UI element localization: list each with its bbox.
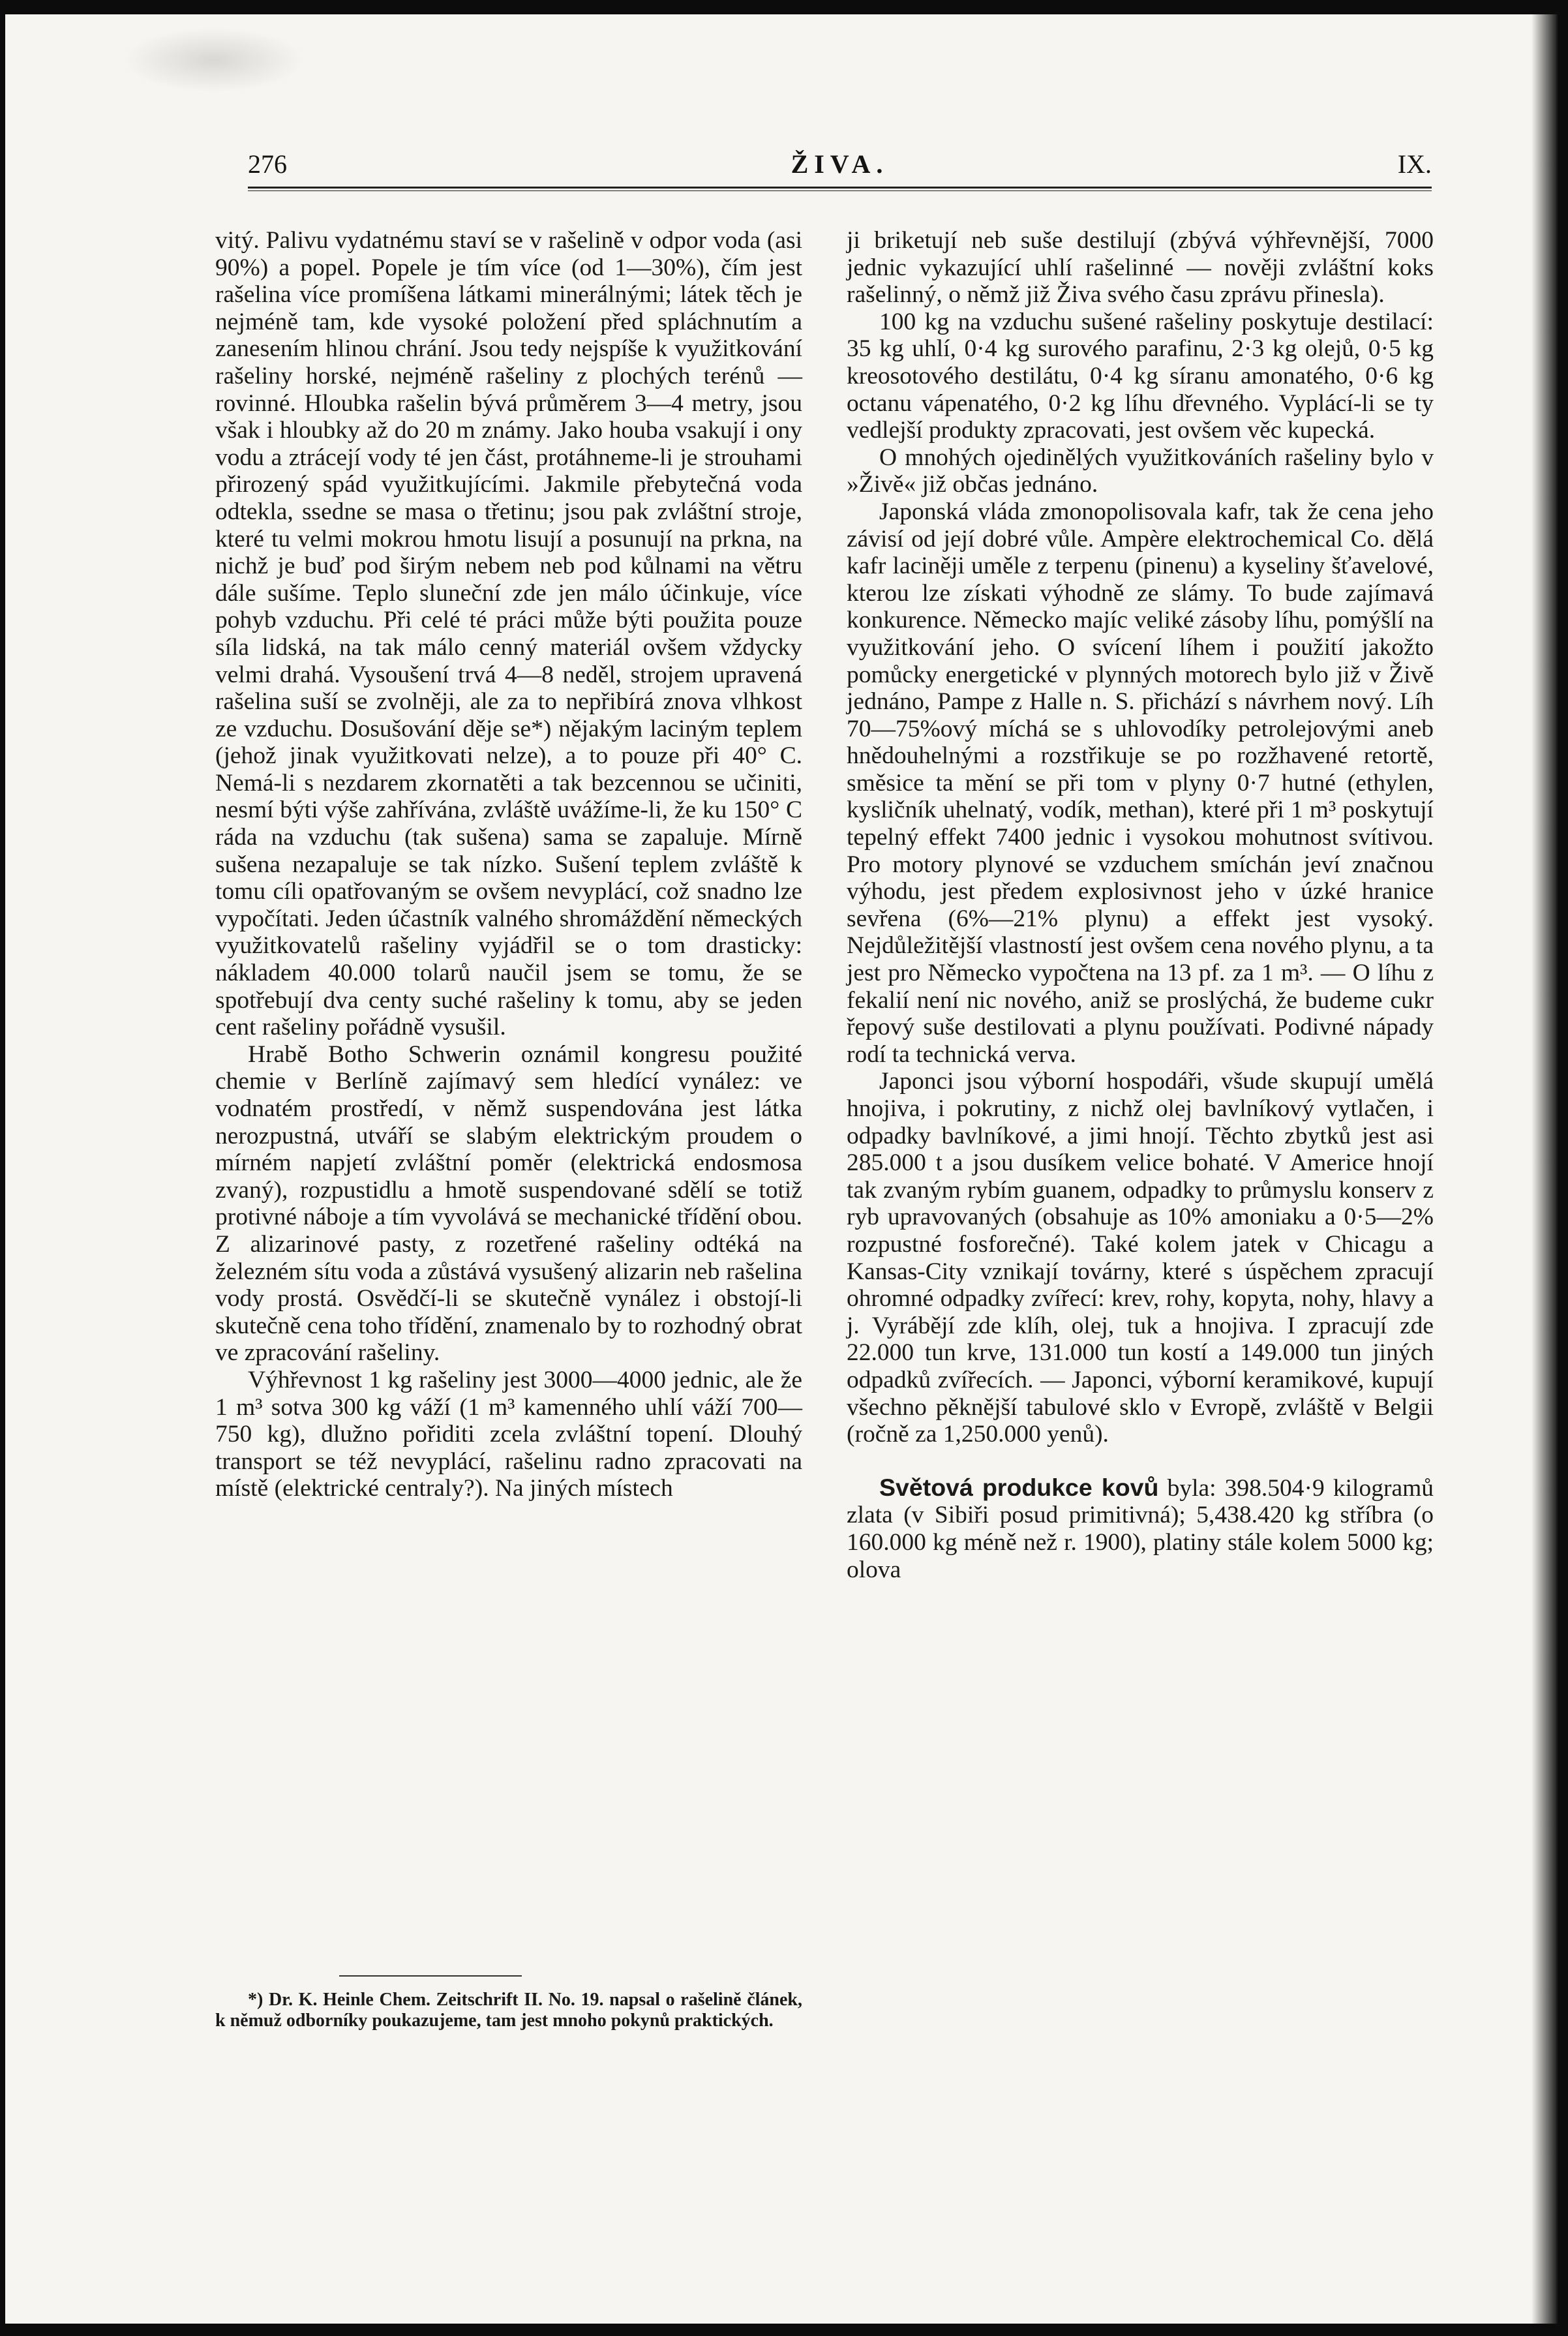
paragraph: Japonská vláda zmonopolisovala kafr, tak že cena jeho závisí od její dobré vůle. Ampère elektrochemical Co. dělá kafr laciněji uměle z terpenu (pinenu) a kyseliny šťavelové, kterou lze získati výhodně ze slámy. To bude zajímavá konkurence. Německo majíc veliké zásoby líhu, pomýšlí na využitkování jeho. O svícení líhem i použití jakožto pomůcky energetické v plynných motorech bylo již v Živě jednáno, Pampe z Halle n. S. přichází s návrhem nový. Líh 70—75%ový míchá se s uhlovodíky petrolejovými aneb hnědouhelnými a rozstřikuje se po rozžhavené retortě, směsice ta mění se při tom v plyny 0·7 hutné (ethylen, kysličník uhelnatý, vodík, methan), které při 1 m³ poskytují tepelný effekt 7400 jednic i vysokou mohutnost svítivou. Pro motory plynové se vzduchem smíchán jeví značnou výhodu, jest předem explosivnost jeho v úzké hranice sevřena (6%—21% plynu) a effekt jest vysoký. Nejdůležitější vlastností jest ovšem cena nového plynu, a ta jest pro Německo vypočtena na 13 pf. za 1 m³. — O líhu z fekalií není nic nového, aniž se proslýchá, že budeme cukr řepový suše destilovati a plynu používati. Podivné nápady rodí ta technická verva. — [847, 498, 1434, 1068]
paragraph: 100 kg na vzduchu sušené rašeliny poskytuje destilací: 35 kg uhlí, 0·4 kg surového parafinu, 2·3 kg olejů, 0·5 kg kreosotového destilátu, 0·4 kg síranu amonatého, 0·6 kg octanu vápenatého, 0·2 kg líhu dřevného. Vyplácí-li se ty vedlejší produkty zpracovati, jest ovšem věc kupecká. — [847, 308, 1434, 444]
footnote-rule — [339, 1975, 522, 1977]
section-text: byla: 398.504·9 kilogramů zlata (v Sibiři posud primitivná); 5,438.420 kg stříbra (o 160.000 kg méně než r. 1900), platiny stále kolem 5000 kg; olova — [847, 1474, 1434, 1583]
paragraph: ji briketují neb suše destilují (zbývá výhřevnější, 7000 jednic vykazující uhlí rašelinné — nověji zvláštní koks rašelinný, o němž již Živa svého času zprávu přinesla). — [847, 227, 1434, 309]
section-heading: Světová produkce kovů — [879, 1473, 1159, 1501]
footnote — [215, 1990, 802, 2031]
footnote-text: *) Dr. K. Heinle Chem. Zeitschrift II. No. 19. napsal o rašelině článek, k němuž odborníky poukazujeme, tam jest mnoho pokynů praktických. — [215, 1990, 802, 2031]
journal-title: ŽIVA. — [791, 149, 889, 179]
paragraph: O mnohých ojedinělých využitkováních rašeliny bylo v »Živě« již občas jednáno. — [847, 444, 1434, 498]
volume-number: IX. — [1397, 149, 1432, 179]
scan-edge-shadow — [1531, 14, 1558, 2324]
right-column — [847, 227, 1434, 1583]
running-header — [248, 136, 1432, 181]
paragraph: Výhřevnost 1 kg rašeliny jest 3000—4000 jednic, ale že 1 m³ sotva 300 kg váží (1 m³ kamenného uhlí váží 700—750 kg), dlužno pořiditi zcela zvláštní topení. Dlouhý transport se též nevyplácí, rašelinu radno zpracovati na místě (elektrické centraly?). Na jiných místech — [215, 1366, 802, 1502]
scan-artifact — [123, 27, 305, 93]
paragraph: vitý. Palivu vydatnému staví se v rašelině v odpor voda (asi 90%) a popel. Popele je tím více (od 1—30%), čím jest rašelina více promíšena látkami minerálnými; látek těch je nejméně tam, kde vysoké položení před spláchnutím a zanesením hlinou chrání. Jsou tedy nejspíše k využitkování rašeliny horské, nejméně rašeliny z plochých terénů — rovinné. Hloubka rašelin bývá průměrem 3—4 metry, jsou však i hloubky až do 20 m známy. Jako houba vsakují i ony vodu a ztrácejí vody té jen část, protáhneme-li je strouhami přirozený spád využitkujícími. Jakmile přebytečná voda odtekla, ssedne se masa o třetinu; jsou pak zvláštní stroje, které tu velmi mokrou hmotu lisují a posunují na prkna, na nichž je buď pod širým nebem neb pod kůlnami na větru dále sušíme. Teplo sluneční zde jen málo účinkuje, více pohyb vzduchu. Při celé té práci může býti použita pouze síla lidská, na tak málo cenný materiál ovšem vždycky velmi drahá. Vysoušení trvá 4—8 neděl, strojem upravená rašelina suší se zvolněji, ale za to nepřibírá znova vlhkost ze vzduchu. Dosušování děje se*) nějakým laciným teplem (jehož jinak využitkovati nelze), a to pouze při 40° C. Nemá-li s nezdarem zkornatěti a tak bezcennou se učiniti, nesmí býti výše zahřívána, zvláště uvážíme-li, že ku 150° C ráda na vzduchu (tak sušena) sama se zapaluje. Mírně sušena nezapaluje se tak nízko. Sušení teplem zvláště k tomu cíli opatřovaným se ovšem nevyplácí, což snadno lze vypočítati. Jeden účastník valného shromáždění německých využitkovatelů rašeliny vyjádřil se o tom drasticky: nákladem 40.000 tolarů naučil jsem se tomu, že se spotřebují dva centy suché rašeliny k tomu, aby se jeden cent rašeliny pořádně vysušil. — [215, 227, 802, 1041]
paragraph: Hrabě Botho Schwerin oznámil kongresu použité chemie v Berlíně zajímavý sem hledící vynález: ve vodnatém prostředí, v němž suspendována jest látka nerozpustná, utváří se slabým elektrickým proudem o mírném napjetí zvláštní poměr (elektrická endosmosa zvaný), rozpustidlu a hmotě suspendované sdělí se totiž protivné náboje a tím vyvolává se mechanické třídění obou. Z alizarinové pasty, z rozetřené rašeliny odtéká na železném sítu voda a zůstává vysušený alizarin neb rašelina vody prostá. Osvědčí-li se skutečně vynález i obstojí-li skutečně cena toho třídění, znamenalo by to rozhodný obrat ve zpracování rašeliny. — [215, 1040, 802, 1367]
paragraph: Japonci jsou výborní hospodáři, všude skupují umělá hnojiva, i pokrutiny, z nichž olej bavlníkový vytlačen, i odpadky bavlníkové, a jimi hnojí. Těchto zbytků jest asi 285.000 t a jsou dusíkem velice bohaté. V Americe hnojí tak zvaným rybím guanem, odpadky to průmyslu konserv z ryb upravovaných (obsahuje as 10% amoniaku a 0·5—2% rozpustné fosforečné). Také kolem jatek v Chicagu a Kansas-City vznikají továrny, které s úspěchem zpracují ohromné odpadky zvířecí: krev, rohy, kopyta, nohy, hlavy a j. Vyrábějí zde klíh, olej, tuk a hnojiva. I zpracují zde 22.000 tun krve, 131.000 tun kostí a 149.000 tun jiných odpadků zvířecích. — Japonci, výborní keramikové, kupují všechno pěknější tabulové sklo v Evropě, zvláště v Belgii (ročně za 1,250.000 yenů). — [847, 1068, 1434, 1448]
header-rule — [248, 187, 1432, 191]
section-paragraph — [847, 1474, 1434, 1583]
left-column — [215, 227, 802, 1502]
page-number: 276 — [248, 149, 287, 179]
